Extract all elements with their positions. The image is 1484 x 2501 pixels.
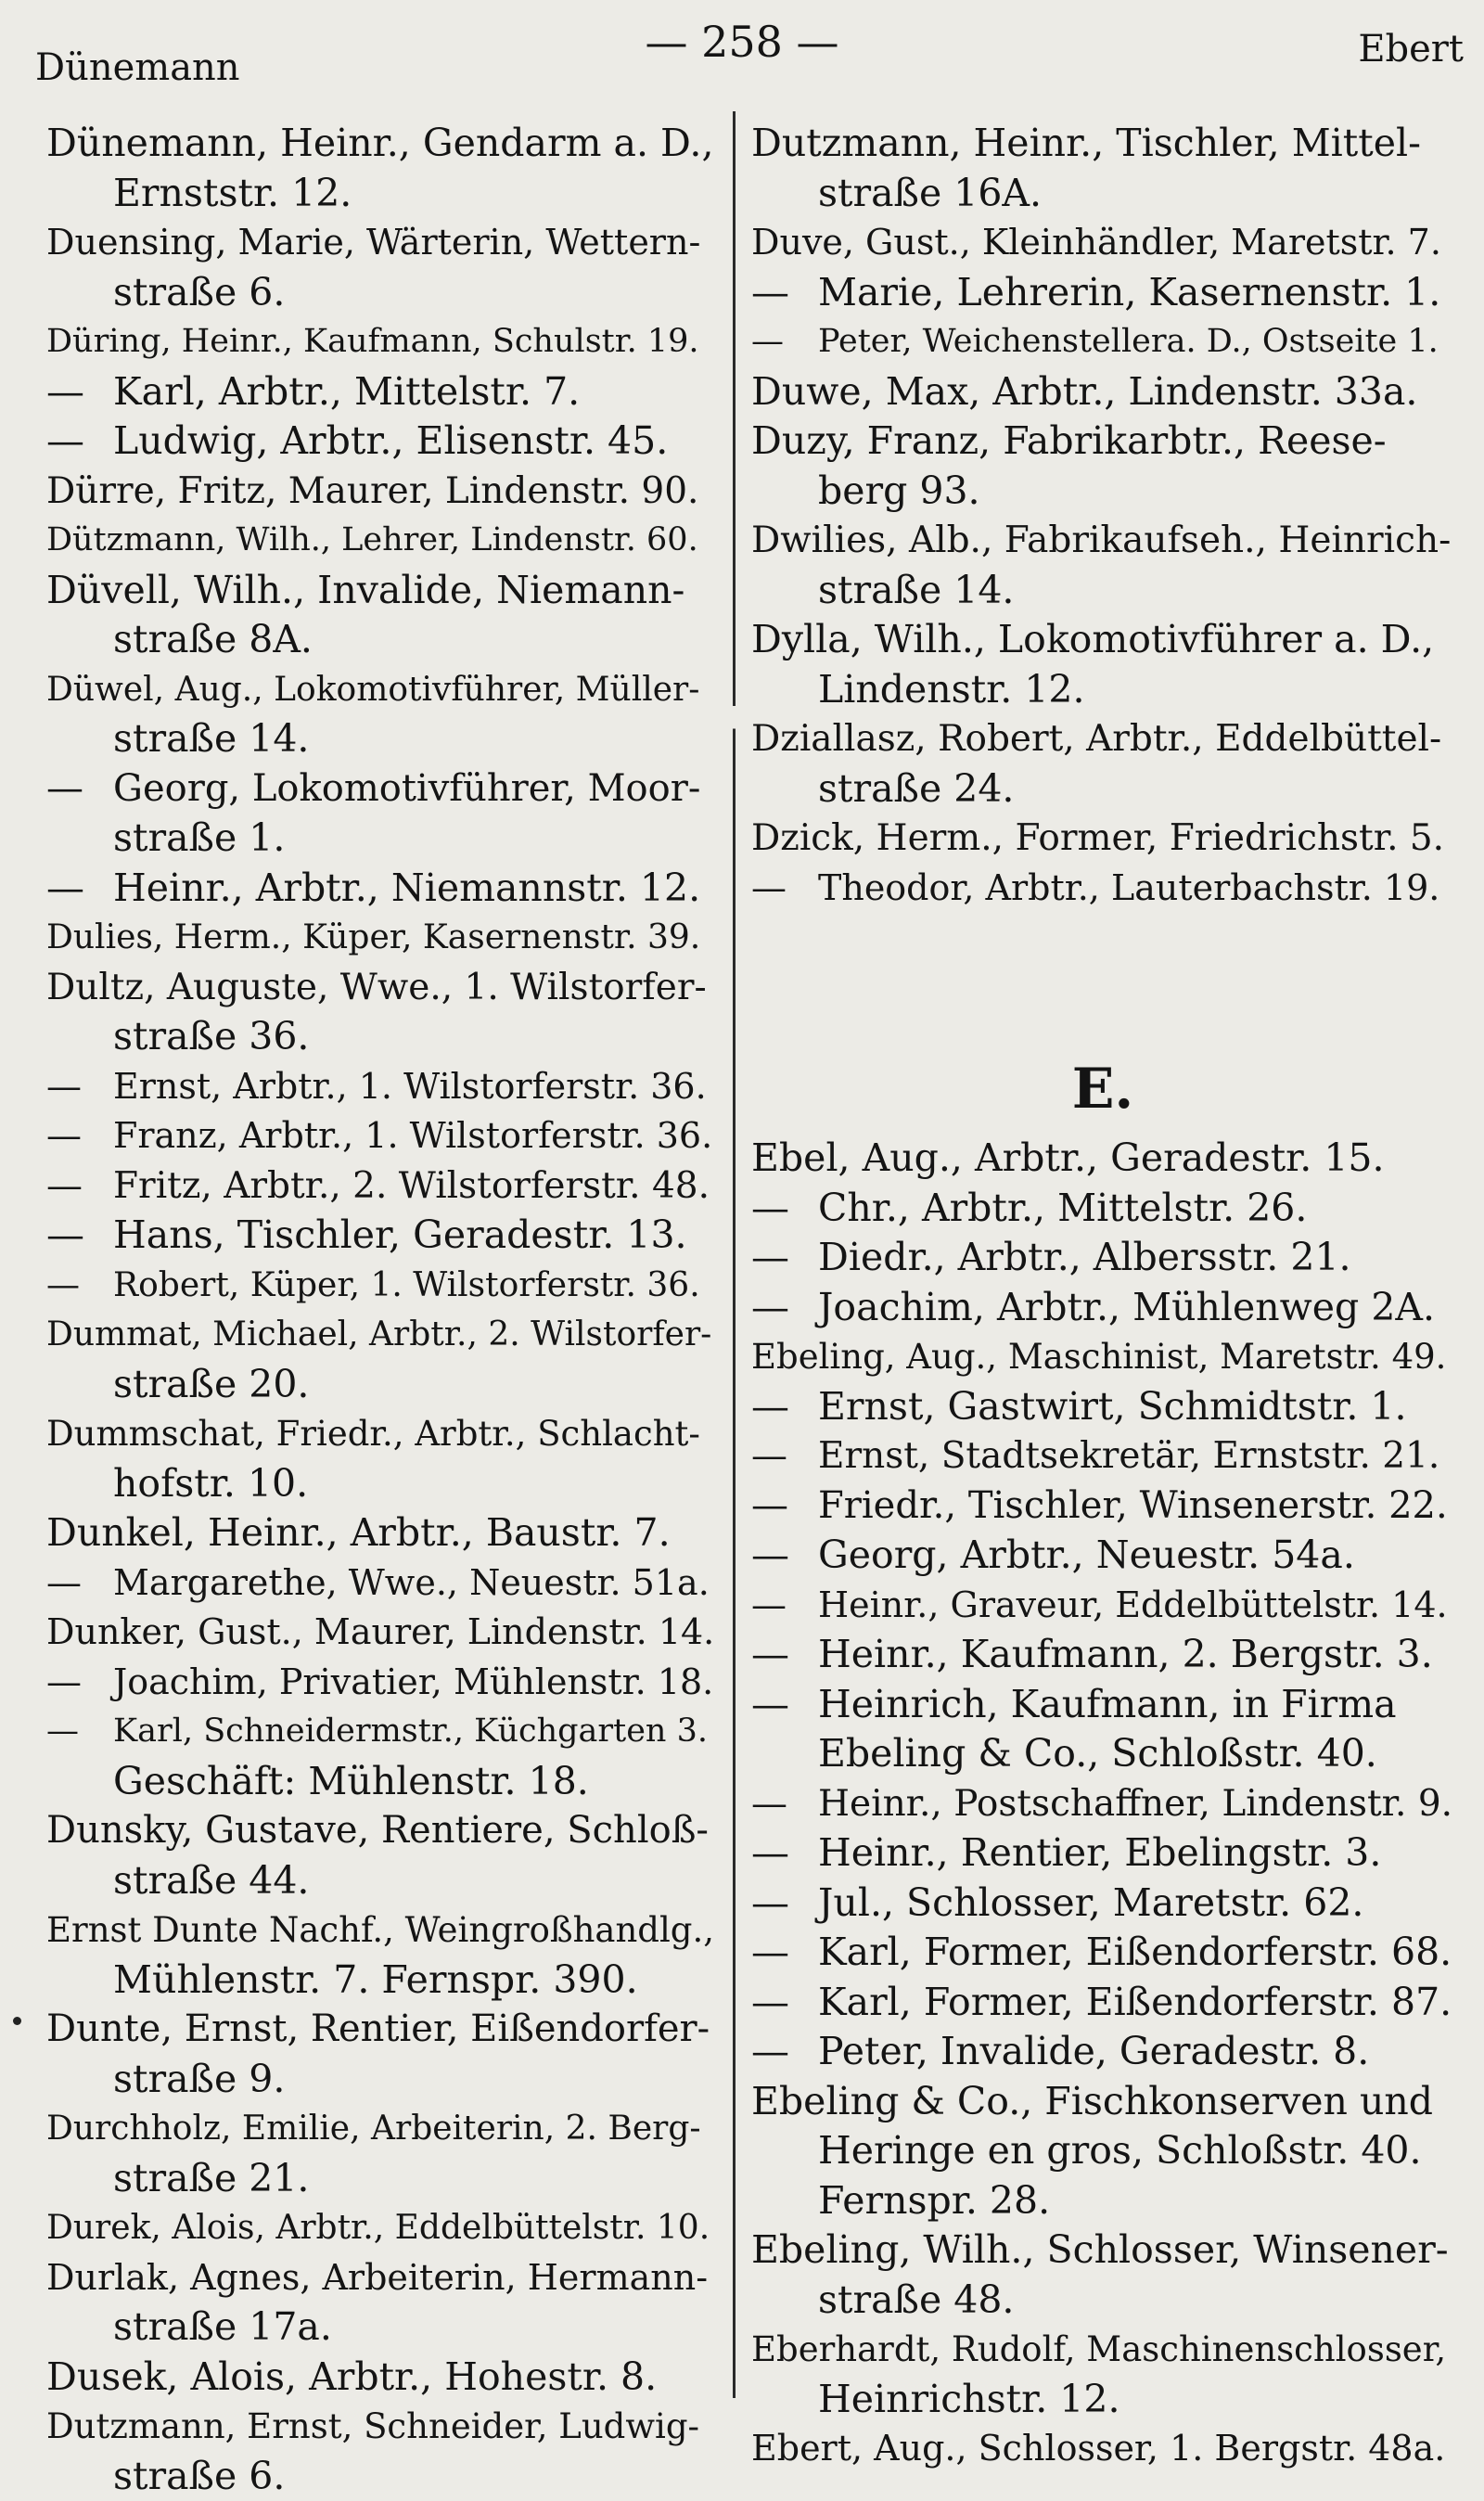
directory-entry — [751, 1481, 1454, 1532]
repeat-dash: — — [751, 268, 818, 318]
directory-entry-continuation — [751, 665, 1454, 715]
entry-text: Ebeling & Co., Schloßstr. 40. — [818, 1731, 1377, 1776]
right-column-d-entries — [751, 119, 1454, 913]
right-column-e-entries — [751, 1134, 1454, 2474]
column-divider — [733, 111, 736, 2398]
directory-entry — [46, 2353, 714, 2403]
repeat-dash: — — [46, 864, 113, 914]
entry-text: Diedr., Arbtr., Albersstr. 21. — [818, 1235, 1351, 1279]
entry-text: straße 24. — [818, 766, 1014, 811]
directory-entry-continuation — [46, 268, 714, 318]
entry-text: Ebeling, Aug., Maschinist, Maretstr. 49. — [751, 1337, 1446, 1377]
entry-text: Heinr., Arbtr., Niemannstr. 12. — [113, 866, 700, 910]
repeat-dash: — — [46, 1658, 113, 1708]
directory-entry-continuation — [46, 2302, 714, 2353]
margin-dot — [13, 2017, 21, 2025]
directory-entry — [751, 1680, 1454, 1730]
entry-text: Ludwig, Arbtr., Elisenstr. 45. — [113, 418, 668, 463]
directory-entry — [751, 2325, 1454, 2375]
entry-text: Dutzmann, Heinr., Tischler, Mittel- — [751, 121, 1421, 165]
entry-text: straße 20. — [113, 1362, 309, 1406]
directory-entry — [751, 1431, 1454, 1481]
entry-text: Hans, Tischler, Geradestr. 13. — [113, 1212, 687, 1257]
directory-entry — [751, 2424, 1454, 2474]
entry-text: Dürre, Fritz, Maurer, Lindenstr. 90. — [46, 470, 698, 512]
repeat-dash: — — [751, 1233, 818, 1283]
repeat-dash: — — [46, 367, 113, 417]
page-header — [0, 0, 1484, 102]
directory-entry-continuation — [46, 1856, 714, 1906]
entry-text: Duzy, Franz, Fabrikarbtr., Reese- — [751, 418, 1387, 463]
directory-entry — [751, 714, 1454, 764]
directory-entry — [46, 467, 714, 517]
entry-text: Dulies, Herm., Küper, Kasernenstr. 39. — [46, 918, 700, 956]
entry-text: Duwe, Max, Arbtr., Lindenstr. 33a. — [751, 369, 1417, 414]
entry-text: Dzick, Herm., Former, Friedrichstr. 5. — [751, 817, 1444, 859]
entry-text: berg 93. — [818, 468, 980, 513]
repeat-dash: — — [751, 317, 818, 367]
entry-text: Dünemann, Heinr., Gendarm a. D., — [46, 121, 713, 165]
directory-entry — [46, 516, 714, 566]
directory-entry — [751, 367, 1454, 417]
entry-text: Durlak, Agnes, Arbeiterin, Hermann- — [46, 2257, 708, 2298]
entry-text: straße 6. — [113, 2454, 285, 2498]
entry-text: Dultz, Auguste, Wwe., 1. Wilstorfer- — [46, 967, 707, 1008]
directory-entry — [46, 2005, 714, 2055]
entry-text: Ebeling & Co., Fischkonserven und — [751, 2079, 1433, 2123]
entry-text: Franz, Arbtr., 1. Wilstorferstr. 36. — [113, 1115, 712, 1156]
directory-entry — [46, 1211, 714, 1261]
page-number: — 258 — — [0, 17, 1484, 67]
repeat-dash: — — [46, 764, 113, 814]
repeat-dash: — — [751, 1680, 818, 1730]
entry-text: Theodor, Arbtr., Lauterbachstr. 19. — [818, 867, 1439, 908]
section-letter: E. — [751, 1052, 1454, 1126]
directory-entry — [46, 1409, 714, 1459]
directory-entry — [46, 913, 714, 963]
entry-text: Ebeling, Wilh., Schlosser, Winsener- — [751, 2227, 1449, 2272]
repeat-dash: — — [46, 1161, 113, 1212]
left-column — [46, 119, 714, 2501]
directory-entry-continuation — [751, 2176, 1454, 2226]
entry-text: Fernspr. 28. — [818, 2178, 1050, 2223]
right-column — [751, 119, 1454, 2474]
entry-text: Dummschat, Friedr., Arbtr., Schlacht- — [46, 1414, 700, 1454]
directory-entry-continuation — [46, 2452, 714, 2501]
directory-entry — [751, 1382, 1454, 1432]
entry-text: Mühlenstr. 7. Fernspr. 390. — [113, 1957, 638, 2002]
entry-text: Dunte, Ernst, Rentier, Eißendorfer- — [46, 2007, 710, 2050]
directory-entry-continuation — [751, 2375, 1454, 2425]
directory-entry — [46, 963, 714, 1013]
directory-entry — [46, 1310, 714, 1360]
entry-text: straße 14. — [818, 568, 1014, 612]
directory-entry — [751, 218, 1454, 268]
directory-entry — [46, 1062, 714, 1112]
entry-text: Joachim, Privatier, Mühlenstr. 18. — [113, 1661, 713, 1702]
directory-entry-continuation — [751, 2276, 1454, 2326]
repeat-dash: — — [46, 1062, 113, 1112]
repeat-dash: — — [751, 1283, 818, 1333]
entry-text: straße 36. — [113, 1014, 309, 1058]
entry-text: straße 44. — [113, 1858, 309, 1903]
directory-entry — [46, 665, 714, 715]
entry-text: Lindenstr. 12. — [818, 667, 1085, 712]
entry-text: Dutzmann, Ernst, Schneider, Ludwig- — [46, 2406, 699, 2446]
entry-text: Fritz, Arbtr., 2. Wilstorferstr. 48. — [113, 1165, 710, 1207]
entry-text: Dziallasz, Robert, Arbtr., Eddelbüttel- — [751, 718, 1441, 760]
directory-entry — [46, 1658, 714, 1708]
directory-entry — [751, 1283, 1454, 1333]
directory-entry — [751, 1184, 1454, 1234]
entry-text: Georg, Arbtr., Neuestr. 54a. — [818, 1533, 1355, 1577]
directory-entry-continuation — [46, 1459, 714, 1509]
directory-entry — [46, 1707, 714, 1757]
entry-text: Ebert, Aug., Schlosser, 1. Bergstr. 48a. — [751, 2428, 1445, 2469]
entry-text: Chr., Arbtr., Mittelstr. 26. — [818, 1186, 1307, 1230]
directory-entry — [46, 1111, 714, 1161]
entry-text: Karl, Schneidermstr., Küchgarten 3. — [113, 1712, 708, 1750]
entry-text: straße 17a. — [113, 2304, 332, 2349]
directory-entry-continuation — [46, 2154, 714, 2204]
entry-text: Georg, Lokomotivführer, Moor- — [113, 767, 700, 810]
directory-entry-continuation — [46, 1012, 714, 1062]
repeat-dash: — — [751, 1581, 818, 1631]
directory-entry — [751, 1779, 1454, 1829]
repeat-dash: — — [751, 1630, 818, 1680]
directory-entry-continuation — [46, 1956, 714, 2006]
entry-text: Durchholz, Emilie, Arbeiterin, 2. Berg- — [46, 2110, 701, 2148]
repeat-dash: — — [751, 1879, 818, 1929]
repeat-dash: — — [751, 864, 818, 914]
directory-entry — [751, 1928, 1454, 1978]
entry-text: Düwel, Aug., Lokomotivführer, Müller- — [46, 671, 699, 709]
directory-entry — [46, 1905, 714, 1956]
entry-text: Dusek, Alois, Arbtr., Hohestr. 8. — [46, 2354, 657, 2399]
entry-text: Geschäft: Mühlenstr. 18. — [113, 1759, 589, 1803]
entry-text: Marie, Lehrerin, Kasernenstr. 1. — [818, 270, 1440, 314]
entry-text: Karl, Arbtr., Mittelstr. 7. — [113, 369, 580, 414]
entry-text: Dummat, Michael, Arbtr., 2. Wilstorfer- — [46, 1315, 711, 1353]
entry-text: Ebel, Aug., Arbtr., Geradestr. 15. — [751, 1135, 1385, 1180]
entry-text: Ernst, Gastwirt, Schmidtstr. 1. — [818, 1384, 1407, 1429]
directory-entry-continuation — [46, 2055, 714, 2105]
directory-entry — [751, 1581, 1454, 1631]
directory-entry-continuation — [46, 714, 714, 764]
entry-text: Ernst, Stadtsekretär, Ernststr. 21. — [818, 1435, 1439, 1477]
repeat-dash: — — [751, 1828, 818, 1879]
directory-entry — [46, 764, 714, 814]
entry-text: Düvell, Wilh., Invalide, Niemann- — [46, 568, 684, 612]
directory-entry — [46, 1806, 714, 1856]
directory-entry — [46, 2402, 714, 2452]
directory-entry — [751, 1531, 1454, 1581]
entry-text: Heinr., Kaufmann, 2. Bergstr. 3. — [818, 1632, 1433, 1676]
entry-text: Dunkel, Heinr., Arbtr., Baustr. 7. — [46, 1510, 671, 1555]
directory-entry — [46, 119, 714, 169]
entry-text: Heinr., Postschaffner, Lindenstr. 9. — [818, 1783, 1452, 1825]
directory-entry — [46, 417, 714, 467]
entry-text: Robert, Küper, 1. Wilstorferstr. 36. — [113, 1266, 700, 1304]
directory-entry — [751, 1233, 1454, 1283]
directory-entry-continuation — [46, 1757, 714, 1807]
entry-text: Peter, Weichenstellera. D., Ostseite 1. — [818, 323, 1439, 360]
directory-entry — [751, 615, 1454, 665]
directory-entry-continuation — [751, 467, 1454, 517]
entry-text: Dunker, Gust., Maurer, Lindenstr. 14. — [46, 1611, 714, 1652]
directory-entry-continuation — [46, 814, 714, 864]
directory-entry — [751, 814, 1454, 864]
directory-entry — [751, 1630, 1454, 1680]
repeat-dash: — — [751, 2027, 818, 2077]
directory-entry — [751, 317, 1454, 367]
repeat-dash: — — [751, 1978, 818, 2028]
repeat-dash: — — [46, 1707, 113, 1757]
repeat-dash: — — [751, 1382, 818, 1432]
entry-text: Jul., Schlosser, Maretstr. 62. — [818, 1880, 1363, 1925]
entry-text: straße 1. — [113, 815, 285, 860]
directory-entry — [751, 2225, 1454, 2276]
repeat-dash: — — [46, 1211, 113, 1261]
directory-entry — [46, 1558, 714, 1609]
entry-text: straße 16A. — [818, 171, 1042, 215]
directory-entry — [46, 218, 714, 268]
entry-text: straße 14. — [113, 716, 309, 761]
entry-text: Ernst Dunte Nachf., Weingroßhandlg., — [46, 1910, 714, 1950]
directory-entry — [46, 367, 714, 417]
entry-text: Duve, Gust., Kleinhändler, Maretstr. 7. — [751, 222, 1441, 263]
directory-entry — [751, 1134, 1454, 1184]
entry-text: Ernststr. 12. — [113, 171, 352, 215]
directory-entry — [46, 1508, 714, 1558]
entry-text: Joachim, Arbtr., Mühlenweg 2A. — [818, 1285, 1435, 1329]
entry-text: Heinr., Graveur, Eddelbüttelstr. 14. — [818, 1584, 1448, 1625]
repeat-dash: — — [46, 1111, 113, 1161]
directory-entry — [46, 1608, 714, 1658]
directory-entry — [751, 1879, 1454, 1929]
directory-entry — [46, 1161, 714, 1212]
entry-text: Ernst, Arbtr., 1. Wilstorferstr. 36. — [113, 1066, 707, 1107]
entry-text: Heringe en gros, Schloßstr. 40. — [818, 2128, 1422, 2173]
directory-entry — [751, 1978, 1454, 2028]
repeat-dash: — — [46, 417, 113, 467]
directory-entry — [751, 516, 1454, 566]
entry-text: Karl, Former, Eißendorferstr. 87. — [818, 1980, 1452, 2024]
entry-text: Duensing, Marie, Wärterin, Wettern- — [46, 222, 700, 263]
directory-entry — [751, 1332, 1454, 1382]
directory-entry — [46, 566, 714, 616]
repeat-dash: — — [751, 1481, 818, 1532]
running-head-right: Ebert — [1358, 28, 1464, 71]
repeat-dash: — — [751, 1431, 818, 1481]
entry-text: Dwilies, Alb., Fabrikaufseh., Heinrich- — [751, 519, 1451, 561]
entry-text: Margarethe, Wwe., Neuestr. 51a. — [113, 1562, 710, 1603]
entry-text: Peter, Invalide, Geradestr. 8. — [818, 2029, 1369, 2073]
entry-text: Heinrich, Kaufmann, in Firma — [818, 1682, 1397, 1726]
entry-text: Durek, Alois, Arbtr., Eddelbüttelstr. 10. — [46, 2209, 710, 2247]
directory-entry — [46, 2203, 714, 2253]
directory-entry — [751, 2027, 1454, 2077]
directory-entry — [751, 1828, 1454, 1879]
directory-entry — [46, 2253, 714, 2303]
directory-entry — [46, 864, 714, 914]
entry-text: straße 9. — [113, 2057, 285, 2101]
entry-text: hofstr. 10. — [113, 1461, 308, 1506]
entry-text: Düring, Heinr., Kaufmann, Schulstr. 19. — [46, 323, 699, 360]
directory-entry-continuation — [751, 764, 1454, 814]
directory-entry-continuation — [751, 2126, 1454, 2176]
directory-entry-continuation — [46, 1360, 714, 1410]
repeat-dash: — — [46, 1558, 113, 1609]
repeat-dash: — — [751, 1531, 818, 1581]
entry-text: straße 48. — [818, 2277, 1014, 2322]
entry-text: Karl, Former, Eißendorferstr. 68. — [818, 1930, 1452, 1974]
entry-text: Dunsky, Gustave, Rentiere, Schloß- — [46, 1809, 709, 1852]
directory-entry-continuation — [751, 169, 1454, 219]
directory-entry-continuation — [751, 566, 1454, 616]
directory-entry — [751, 417, 1454, 467]
entry-text: Friedr., Tischler, Winsenerstr. 22. — [818, 1484, 1448, 1527]
entry-text: straße 21. — [113, 2156, 309, 2200]
entry-text: Eberhardt, Rudolf, Maschinenschlosser, — [751, 2329, 1446, 2369]
directory-entry — [46, 317, 714, 367]
directory-entry — [751, 268, 1454, 318]
directory-entry-continuation — [46, 615, 714, 665]
directory-entry — [46, 1261, 714, 1311]
repeat-dash: — — [46, 1261, 113, 1311]
entry-text: Heinrichstr. 12. — [818, 2377, 1120, 2421]
running-head-left: Dünemann — [35, 46, 240, 89]
entry-text: Dylla, Wilh., Lokomotivführer a. D., — [751, 617, 1434, 661]
entry-text: straße 8A. — [113, 617, 313, 661]
directory-entry — [751, 864, 1454, 914]
directory-entry-continuation — [46, 169, 714, 219]
entry-text: Dützmann, Wilh., Lehrer, Lindenstr. 60. — [46, 521, 698, 558]
entry-text: Heinr., Rentier, Ebelingstr. 3. — [818, 1830, 1381, 1875]
directory-entry — [46, 2104, 714, 2154]
repeat-dash: — — [751, 1928, 818, 1978]
repeat-dash: — — [751, 1184, 818, 1234]
entry-text: straße 6. — [113, 270, 285, 314]
directory-entry — [751, 2077, 1454, 2127]
directory-entry-continuation — [751, 1729, 1454, 1779]
directory-entry — [751, 119, 1454, 169]
repeat-dash: — — [751, 1779, 818, 1829]
